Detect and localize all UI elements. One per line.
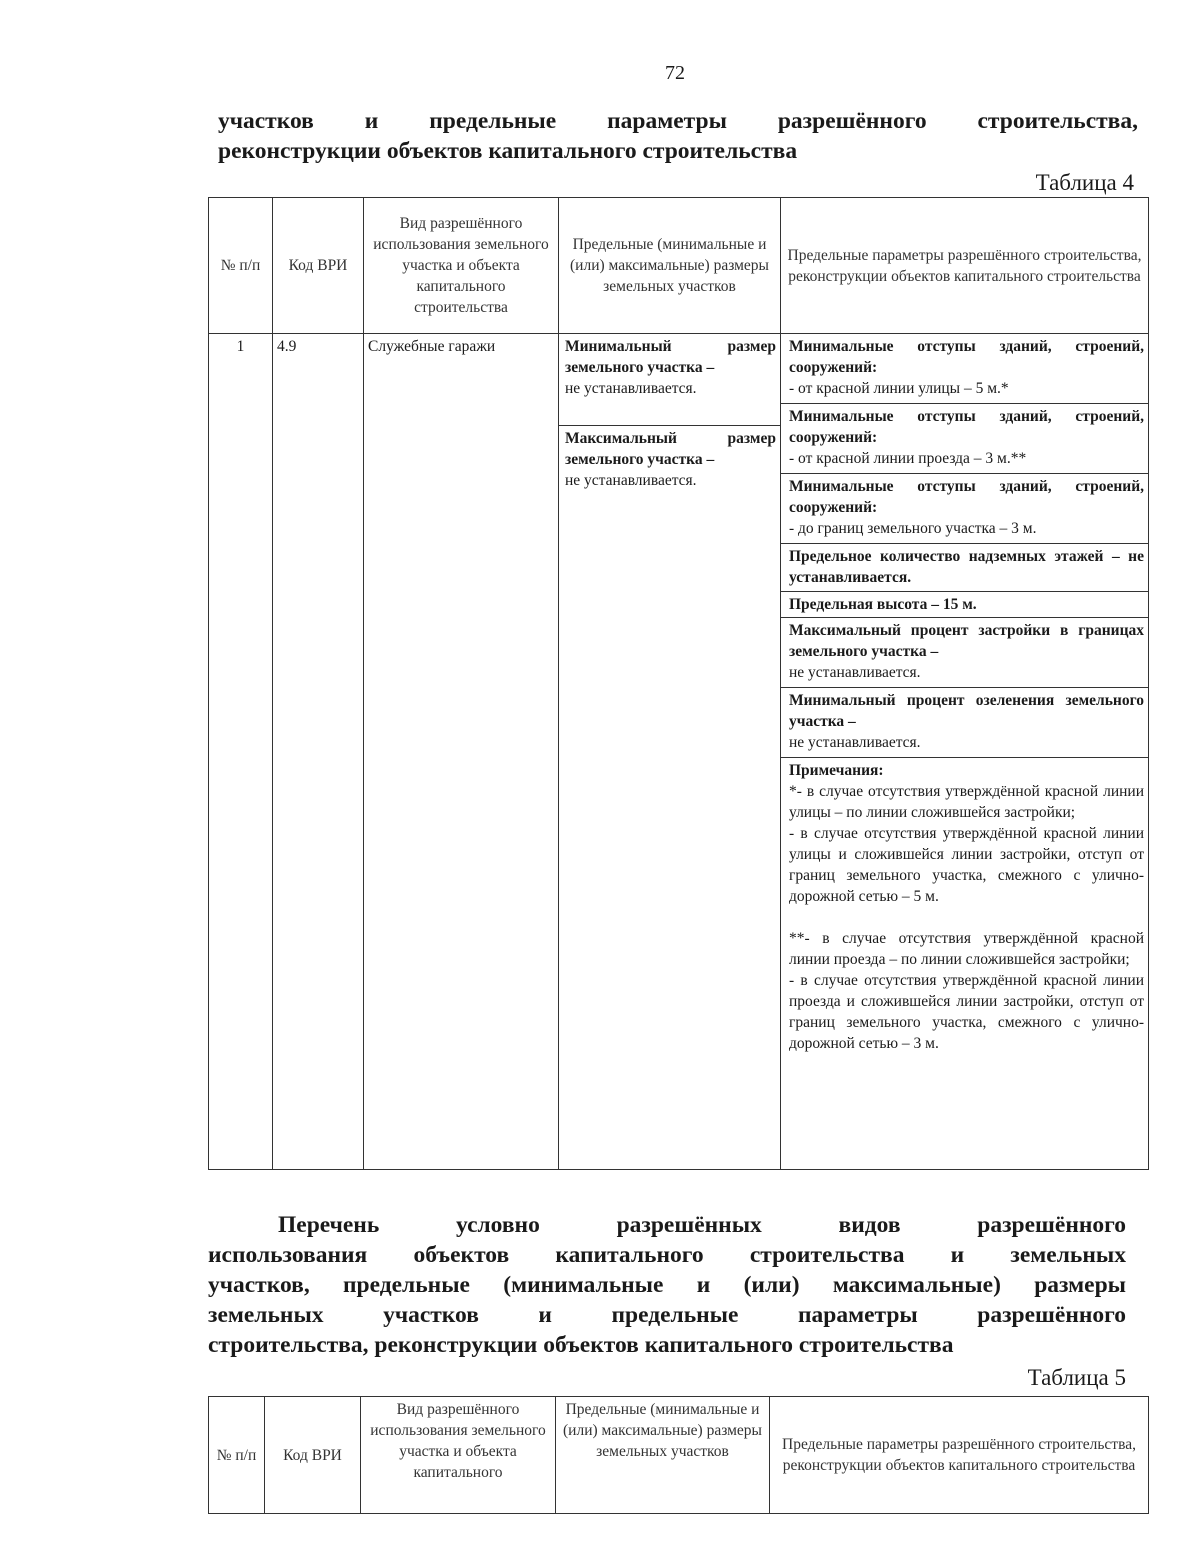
cell-num: 1	[209, 334, 273, 1170]
heading-line: земельных участков и предельные параметры разрешённого	[208, 1302, 1126, 1328]
param-height: Предельная высота – 15 м.	[781, 592, 1148, 618]
param-block	[781, 688, 1148, 758]
header-kind: Вид разрешённого использования земельного участка и объекта капитального строительства	[364, 198, 559, 334]
heading-line: использования объектов капитального строительства и земельных	[208, 1242, 1126, 1268]
param-block	[781, 474, 1148, 544]
table-header-row	[209, 1397, 1149, 1514]
heading-line: реконструкции объектов капитального строительства	[218, 138, 798, 164]
param-title: Минимальные отступы зданий, строений, сооружений:	[789, 408, 1144, 446]
note: **- в случае отсутствия утверждённой красной линии проезда – по линии сложившейся застройки;	[789, 930, 1144, 968]
cell-kind: Служебные гаражи	[364, 334, 559, 1170]
note: - в случае отсутствия утверждённой красной линии проезда и сложившейся линии застройки, отступ от границ земельного участка, смежного с улично-дорожной сетью – 3 м.	[789, 972, 1144, 1052]
table-4-label: Таблица 4	[1035, 170, 1134, 195]
param-value: не устанавливается.	[789, 734, 921, 751]
min-size-block	[559, 334, 780, 426]
heading-line: строительства, реконструкции объектов капитального строительства	[208, 1332, 954, 1358]
header-code: Код ВРИ	[273, 198, 364, 334]
header-params: Предельные параметры разрешённого строительства, реконструкции объектов капитального строительства	[781, 198, 1149, 334]
header-params: Предельные параметры разрешённого строительства, реконструкции объектов капитального строительства	[770, 1397, 1149, 1514]
section-heading-continued	[218, 106, 1138, 166]
header-num: № п/п	[209, 198, 273, 334]
cell-code: 4.9	[273, 334, 364, 1170]
param-value: - до границ земельного участка – 3 м.	[789, 520, 1037, 537]
cell-params	[781, 334, 1149, 1170]
cell-sizes	[559, 334, 781, 1170]
param-block	[781, 334, 1148, 404]
param-value: - от красной линии улицы – 5 м.*	[789, 380, 1009, 397]
max-size-title: Максимальный размер земельного участка –	[565, 430, 776, 468]
param-block	[781, 404, 1148, 474]
max-size-block	[559, 426, 780, 494]
heading-line: Перечень условно разрешённых видов разрешённого	[278, 1212, 1126, 1238]
notes-title: Примечания:	[789, 762, 884, 779]
param-title: Максимальный процент застройки в границах земельного участка –	[789, 622, 1144, 660]
note: - в случае отсутствия утверждённой красной линии улицы и сложившейся линии застройки, отступ от границ земельного участка, смежного с улично-дорожной сетью – 5 м.	[789, 825, 1144, 905]
param-title: Минимальный процент озеленения земельного участка –	[789, 692, 1144, 730]
heading-line: участков, предельные (минимальные и (или) максимальные) размеры	[208, 1272, 1126, 1298]
header-num: № п/п	[209, 1397, 265, 1514]
table-5	[208, 1396, 1149, 1514]
min-size-title: Минимальный размер земельного участка –	[565, 338, 776, 376]
table-4	[208, 197, 1149, 1170]
param-title: Минимальные отступы зданий, строений, сооружений:	[789, 478, 1144, 516]
param-value: не устанавливается.	[789, 664, 921, 681]
table-header-row	[209, 198, 1149, 334]
header-sizes: Предельные (минимальные и (или) максимальные) размеры земельных участков	[556, 1397, 770, 1514]
page-number: 72	[665, 62, 685, 84]
param-block	[781, 618, 1148, 688]
min-size-value: не устанавливается.	[565, 380, 697, 397]
table-5-label: Таблица 5	[1027, 1365, 1126, 1390]
section-heading	[208, 1210, 1126, 1360]
note: *- в случае отсутствия утверждённой красной линии улицы – по линии сложившейся застройки;	[789, 783, 1144, 821]
param-floors: Предельное количество надземных этажей – не устанавливается.	[781, 544, 1148, 592]
param-value: - от красной линии проезда – 3 м.**	[789, 450, 1027, 467]
heading-line: участков и предельные параметры разрешённого строительства,	[218, 108, 1138, 134]
header-code: Код ВРИ	[265, 1397, 361, 1514]
notes-block	[781, 758, 1148, 1057]
table-row	[209, 334, 1149, 1170]
param-title: Минимальные отступы зданий, строений, сооружений:	[789, 338, 1144, 376]
header-kind: Вид разрешённого использования земельного участка и объекта капитального	[361, 1397, 556, 1514]
header-sizes: Предельные (минимальные и (или) максимальные) размеры земельных участков	[559, 198, 781, 334]
max-size-value: не устанавливается.	[565, 472, 697, 489]
